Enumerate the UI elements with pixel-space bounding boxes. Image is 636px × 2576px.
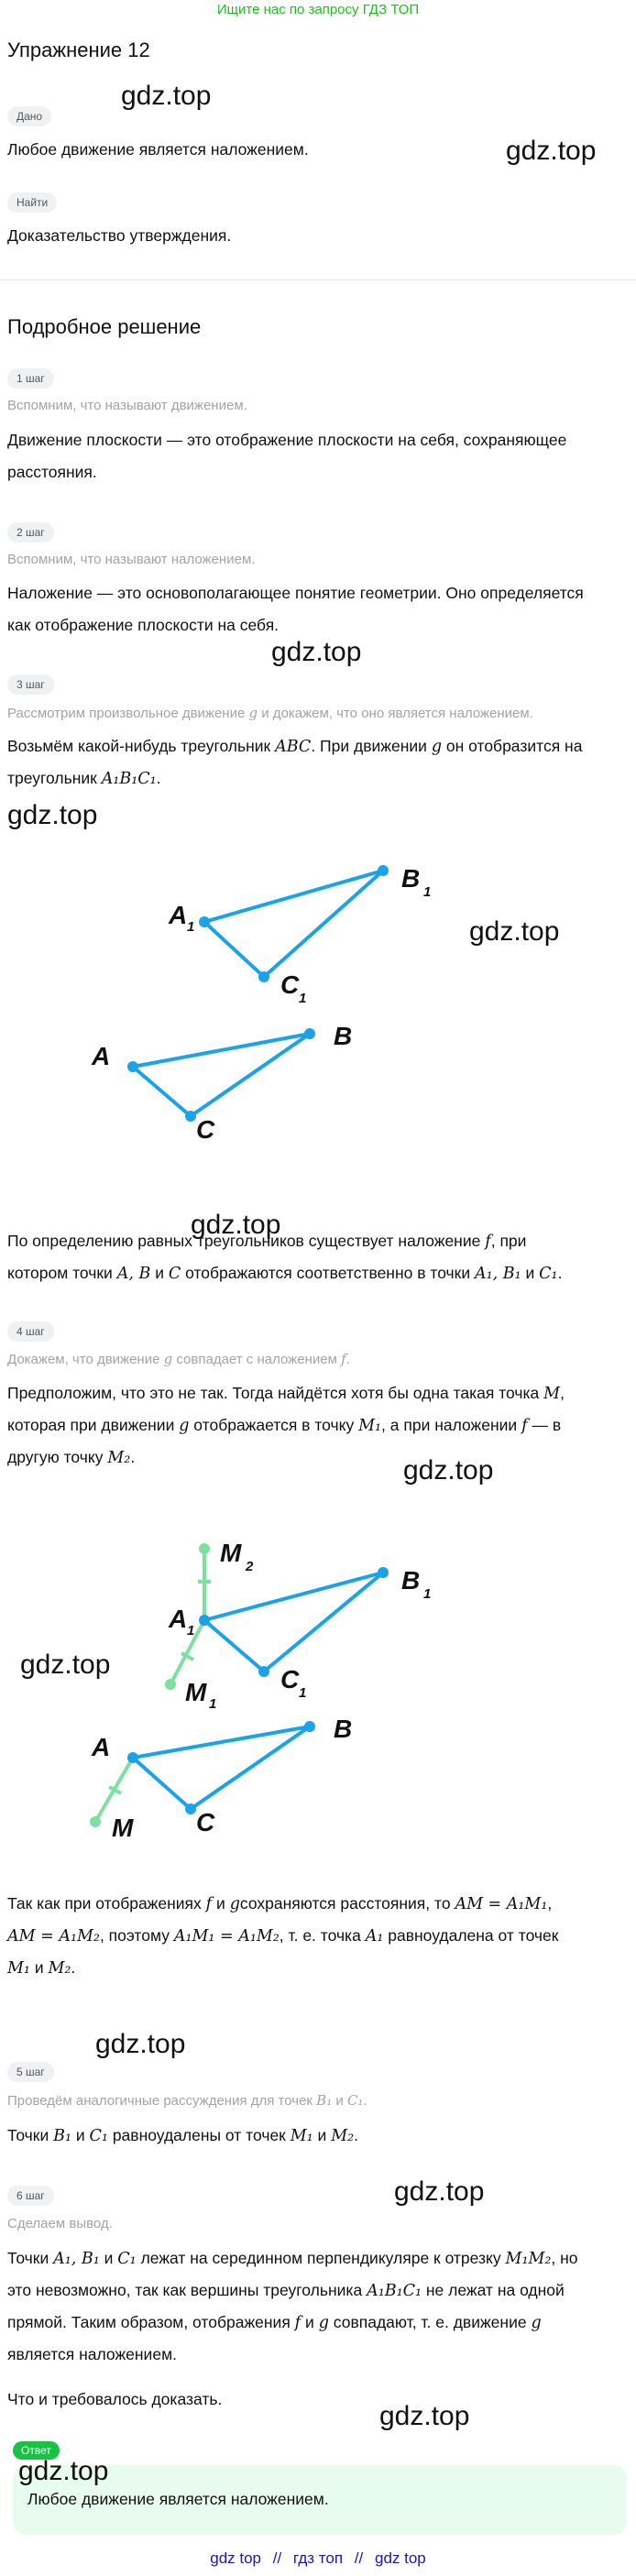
step-6-line-1: Точки A₁, B₁ и C₁ лежат на серединном перпендикуляре к отрезку M₁M₂, но <box>7 2249 578 2268</box>
segment-a1-m2 <box>198 1549 211 1620</box>
step-4-line-3: другую точку M₂. <box>7 1448 136 1467</box>
watermark: gdz.top <box>20 1650 111 1680</box>
figure-1 <box>0 861 636 1164</box>
label-c1: C <box>280 970 300 999</box>
label-a: A <box>92 1733 111 1761</box>
step-4-line-2: которая при движении g отображается в точку M₁, а при наложении f — в <box>7 1416 562 1435</box>
step-1-line-2: расстояния. <box>7 463 97 481</box>
label-a1-sub: 1 <box>187 919 195 935</box>
step-6-line-3: прямой. Таким образом, отображения f и g совпадают, т. е. движение g <box>7 2313 542 2332</box>
label-m2: M <box>220 1539 242 1567</box>
watermark: gdz.top <box>121 81 212 111</box>
point-m1 <box>165 1679 176 1690</box>
answer-label: Ответ <box>13 2441 60 2460</box>
watermark: gdz.top <box>394 2176 485 2207</box>
label-c1: C <box>280 1665 300 1694</box>
promo-banner[interactable]: Ищите нас по запросу ГДЗ ТОП <box>216 2 420 17</box>
step-1-line-1: Движение плоскости — это отображение плоскости на себя, сохраняющее <box>7 431 567 449</box>
watermark: gdz.top <box>7 800 98 830</box>
step-4-after-3: M₁ и M₂. <box>7 1958 76 1978</box>
step-6-line-5: Что и требовалось доказать. <box>7 2390 223 2408</box>
label-c: C <box>196 1808 215 1836</box>
watermark: gdz.top <box>271 637 362 667</box>
step-6-label: 6 шаг <box>7 2186 54 2206</box>
label-a1: A <box>169 1605 188 1633</box>
footer-links <box>0 2549 636 2568</box>
triangle-a1b1c1 <box>204 1573 383 1672</box>
footer-separator: // <box>272 2549 282 2567</box>
solution-heading: Подробное решение <box>7 315 202 338</box>
point-c1 <box>258 971 269 982</box>
footer-separator: // <box>354 2549 364 2567</box>
point-b1 <box>378 1567 389 1578</box>
step-3-line-2: треугольник A₁B₁C₁. <box>7 769 161 788</box>
segment-a-m <box>95 1758 133 1822</box>
label-a: A <box>92 1042 111 1070</box>
point-b <box>304 1721 315 1732</box>
step-3-hint: Рассмотрим произвольное движение g и докажем, что оно является наложением. <box>7 705 533 721</box>
find-text: Доказательство утверждения. <box>7 226 232 245</box>
point-a1 <box>199 1615 210 1626</box>
step-6-line-4: является наложением. <box>7 2345 177 2363</box>
triangle-a1b1c1 <box>204 871 383 977</box>
footer-link-1[interactable]: gdz top <box>210 2549 261 2567</box>
triangle-abc <box>133 1034 310 1116</box>
point-a1 <box>199 916 210 927</box>
step-4-after-2: AM = A₁M₂, поэтому A₁M₁ = A₁M₂, т. е. точка A₁ равноудалена от точек <box>7 1926 559 1946</box>
step-3-label: 3 шаг <box>7 674 54 695</box>
label-c1-sub: 1 <box>299 1685 307 1701</box>
label-b1: B <box>401 864 421 893</box>
watermark: gdz.top <box>191 1210 281 1240</box>
step-3-after-1: По определению равных треугольников существует наложение f, при <box>7 1232 527 1251</box>
figure-2 <box>0 1521 636 1851</box>
step-2-label: 2 шаг <box>7 522 54 543</box>
point-c1 <box>258 1666 269 1677</box>
label-m2-sub: 2 <box>246 1559 254 1574</box>
answer-text: Любое движение является наложением. <box>27 2490 329 2508</box>
step-6-hint: Сделаем вывод. <box>7 2216 113 2231</box>
label-c: C <box>196 1115 215 1144</box>
label-a1-sub: 1 <box>187 1623 195 1639</box>
step-4-line-1: Предположим, что это не так. Тогда найдётся хотя бы одна такая точка M, <box>7 1384 565 1403</box>
label-m1: M <box>185 1678 207 1706</box>
label-m1-sub: 1 <box>209 1696 217 1712</box>
point-c <box>185 1803 196 1814</box>
watermark: gdz.top <box>403 1455 494 1485</box>
step-3-line-1: Возьмём какой-нибудь треугольник ABC. При движении g он отобразится на <box>7 737 583 756</box>
label-b: B <box>334 1715 353 1743</box>
point-b1 <box>378 865 389 876</box>
step-4-hint: Докажем, что движение g совпадает с наложением f. <box>7 1351 350 1367</box>
given-label: Дано <box>7 106 51 126</box>
footer-link-3[interactable]: gdz top <box>374 2549 426 2567</box>
label-b1-sub: 1 <box>423 1586 432 1602</box>
watermark: gdz.top <box>379 2401 470 2431</box>
label-b1-sub: 1 <box>423 884 432 900</box>
step-4-after-1: Так как при отображениях f и gсохраняются расстояния, то AM = A₁M₁, <box>7 1894 553 1913</box>
watermark: gdz.top <box>506 136 597 166</box>
step-2-line-1: Наложение — это основополагающее понятие геометрии. Оно определяется <box>7 584 584 602</box>
step-2-line-2: как отображение плоскости на себя. <box>7 616 280 634</box>
watermark: gdz.top <box>95 2029 186 2059</box>
step-5-hint: Проведём аналогичные рассуждения для точек B₁ и C₁. <box>7 2092 367 2109</box>
point-m <box>90 1816 101 1827</box>
point-a <box>127 1061 138 1072</box>
step-5-label: 5 шаг <box>7 2062 54 2082</box>
page-title: Упражнение 12 <box>7 38 150 61</box>
watermark: gdz.top <box>469 916 560 947</box>
point-m2 <box>199 1543 210 1554</box>
step-3-after-2: котором точки A, B и C отображаются соответственно в точки A₁, B₁ и C₁. <box>7 1264 563 1283</box>
find-label: Найти <box>7 192 57 213</box>
step-2-hint: Вспомним, что называют наложением. <box>7 552 256 567</box>
label-b: B <box>334 1022 353 1050</box>
footer-link-2[interactable]: гдз топ <box>292 2549 344 2567</box>
label-a1: A <box>169 901 188 929</box>
label-b1: B <box>401 1566 421 1595</box>
label-m: M <box>112 1814 134 1842</box>
point-a <box>127 1752 138 1763</box>
label-c1-sub: 1 <box>299 991 307 1006</box>
step-6-line-2: это невозможно, так как вершины треугольника A₁B₁C₁ не лежат на одной <box>7 2281 565 2300</box>
step-1-label: 1 шаг <box>7 368 54 389</box>
step-1-hint: Вспомним, что называют движением. <box>7 398 247 413</box>
watermark: gdz.top <box>18 2456 109 2486</box>
given-text: Любое движение является наложением. <box>7 140 309 159</box>
step-4-label: 4 шаг <box>7 1321 54 1342</box>
step-5-line-1: Точки B₁ и C₁ равноудалены от точек M₁ и M₂. <box>7 2126 358 2145</box>
triangle-abc <box>133 1726 310 1809</box>
point-b <box>304 1028 315 1039</box>
point-c <box>185 1111 196 1122</box>
